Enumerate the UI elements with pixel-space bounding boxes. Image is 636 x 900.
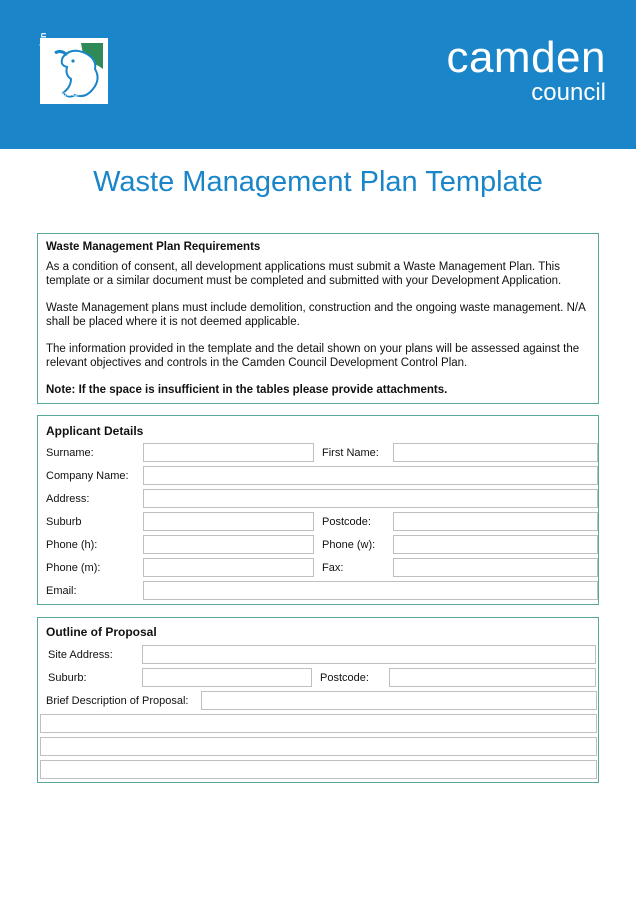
postcode-label: Postcode: xyxy=(322,516,371,528)
surname-field[interactable] xyxy=(143,443,314,462)
phone-w-label: Phone (w): xyxy=(322,539,376,551)
site-address-field[interactable] xyxy=(142,645,596,664)
page-header xyxy=(0,0,636,149)
outline-postcode-field[interactable] xyxy=(389,668,596,687)
phone-m-label: Phone (m): xyxy=(46,562,101,574)
logo-small-text: council xyxy=(60,92,79,98)
requirements-paragraph-3: The information provided in the template and the detail shown on your plans will be assessed against the relevant objectives and controls in the Camden Council Development Control Plan. xyxy=(46,343,580,369)
outline-suburb-field[interactable] xyxy=(142,668,312,687)
outline-of-proposal-box xyxy=(37,617,599,783)
phone-w-field[interactable] xyxy=(393,535,598,554)
outline-postcode-label: Postcode: xyxy=(320,672,369,684)
email-field[interactable] xyxy=(143,581,598,600)
brand-subname: council xyxy=(531,79,606,106)
surname-label: Surname: xyxy=(46,447,94,459)
suburb-label: Suburb xyxy=(46,516,82,528)
email-label: Email: xyxy=(46,585,77,597)
phone-m-field[interactable] xyxy=(143,558,314,577)
first-name-label: First Name: xyxy=(322,447,379,459)
brand-name: camden xyxy=(446,33,606,82)
requirements-paragraph-1: As a condition of consent, all development applications must submit a Waste Management Plan. This template or a similar document must be completed and submitted with your Development Application. xyxy=(46,261,562,287)
requirements-note: Note: If the space is insufficient in the tables please provide attachments. xyxy=(46,384,448,396)
fax-label: Fax: xyxy=(322,562,344,574)
outline-suburb-label: Suburb: xyxy=(48,672,87,684)
postcode-field[interactable] xyxy=(393,512,598,531)
description-line-1[interactable] xyxy=(40,714,597,733)
brief-description-label: Brief Description of Proposal: xyxy=(46,695,189,707)
logo-vertical-text: camden xyxy=(38,32,48,68)
suburb-field[interactable] xyxy=(143,512,314,531)
description-line-2[interactable] xyxy=(40,737,597,756)
requirements-heading: Waste Management Plan Requirements xyxy=(46,241,261,253)
first-name-field[interactable] xyxy=(393,443,598,462)
description-line-3[interactable] xyxy=(40,760,597,779)
applicant-details-box xyxy=(37,415,599,605)
fax-field[interactable] xyxy=(393,558,598,577)
brief-description-field[interactable] xyxy=(201,691,597,710)
applicant-heading: Applicant Details xyxy=(46,424,144,438)
phone-h-label: Phone (h): xyxy=(46,539,98,551)
site-address-label: Site Address: xyxy=(48,649,113,661)
address-field[interactable] xyxy=(143,489,598,508)
requirements-paragraph-2: Waste Management plans must include demolition, construction and the ongoing waste management. N/A shall be placed where it is not deemed applicable. xyxy=(46,302,586,328)
address-label: Address: xyxy=(46,493,90,505)
phone-h-field[interactable] xyxy=(143,535,314,554)
requirements-box xyxy=(37,233,599,404)
outline-heading: Outline of Proposal xyxy=(46,625,157,639)
company-name-field[interactable] xyxy=(143,466,598,485)
company-name-label: Company Name: xyxy=(46,470,129,482)
page-title: Waste Management Plan Template xyxy=(93,166,543,198)
